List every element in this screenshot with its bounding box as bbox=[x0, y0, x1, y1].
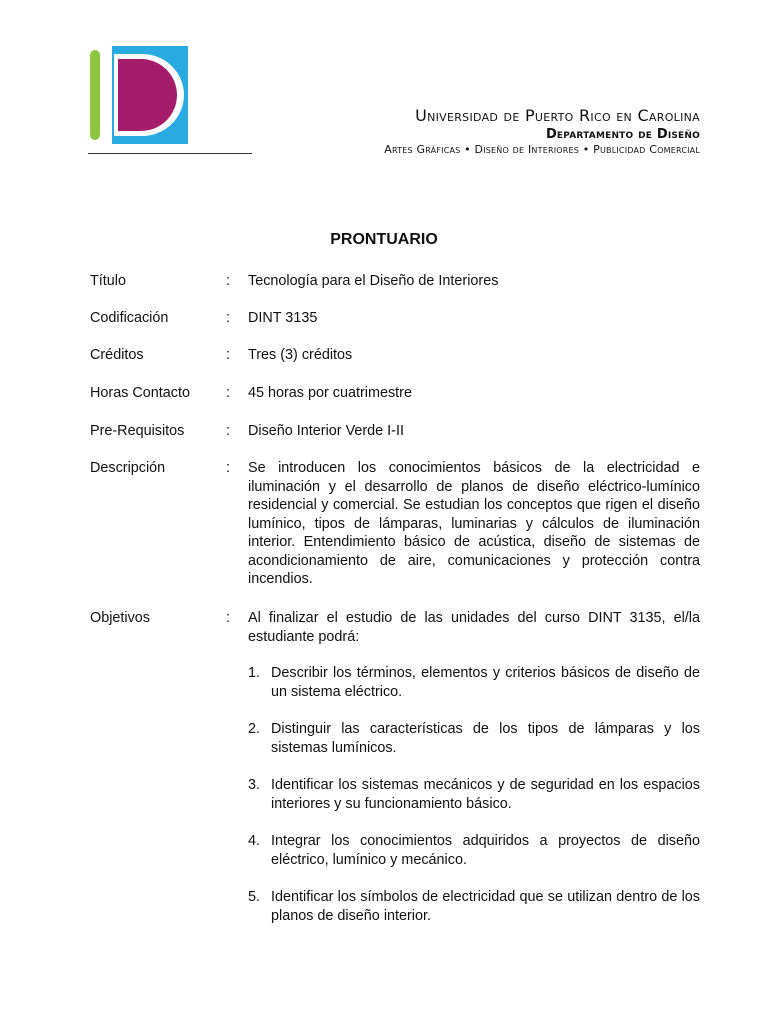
department-name: Departamento de Diseño bbox=[545, 127, 700, 142]
field-colon: : bbox=[226, 347, 230, 363]
field-label: Descripción bbox=[90, 460, 166, 476]
list-item-number: 4. bbox=[248, 833, 261, 849]
list-item bbox=[248, 776, 700, 813]
list-item-text: Distinguir las características de los tipos de lámparas y los sistemas lumínicos. bbox=[271, 721, 700, 756]
field-value: 45 horas por cuatrimestre bbox=[248, 385, 412, 401]
field-colon: : bbox=[226, 273, 230, 289]
list-item bbox=[248, 888, 700, 925]
field-label: Horas Contacto bbox=[90, 385, 190, 401]
field-value: Tres (3) créditos bbox=[248, 347, 353, 363]
field-value: Diseño Interior Verde I-II bbox=[248, 423, 404, 439]
list-item-text: Describir los términos, elementos y criterios básicos de diseño de un sistema eléctrico. bbox=[271, 665, 700, 700]
field-colon: : bbox=[226, 460, 230, 476]
list-item-text: Integrar los conocimientos adquiridos a proyectos de diseño eléctrico, lumínico y mecánico. bbox=[271, 833, 700, 868]
field-horas-contacto bbox=[90, 384, 700, 403]
field-value: Se introducen los conocimientos básicos de la electricidad e iluminación y el desarrollo de planos de diseño eléctrico-lumínico residencial y comercial. Se estudian los conceptos que rigen el diseño lumínico, tipos de lámparas, luminarias y cálculos de iluminación interior. Entendimiento básico de acústica, diseño de sistemas de acondicionamiento de aire, comunicaciones y protección contra incendios. bbox=[248, 460, 700, 587]
field-value: DINT 3135 bbox=[248, 310, 318, 326]
field-value: Tecnología para el Diseño de Interiores bbox=[248, 273, 499, 289]
field-label: Pre-Requisitos bbox=[90, 423, 185, 439]
list-item bbox=[248, 720, 700, 757]
list-item-number: 1. bbox=[248, 665, 261, 681]
field-descripcion bbox=[90, 459, 700, 589]
list-item-number: 3. bbox=[248, 777, 261, 793]
list-item-text: Identificar los sistemas mecánicos y de seguridad en los espacios interiores y su funcionamiento básico. bbox=[271, 777, 700, 812]
field-label: Objetivos bbox=[90, 610, 150, 626]
list-item-number: 2. bbox=[248, 721, 261, 737]
university-name: Universidad de Puerto Rico en Carolina bbox=[415, 106, 700, 125]
objectives-list bbox=[248, 664, 700, 944]
document-title: PRONTUARIO bbox=[330, 231, 438, 248]
field-value: Al finalizar el estudio de las unidades del curso DINT 3135, el/la estudiante podrá: bbox=[248, 610, 700, 645]
field-pre-requisitos bbox=[90, 422, 700, 441]
field-colon: : bbox=[226, 610, 230, 626]
field-colon: : bbox=[226, 385, 230, 401]
field-label: Créditos bbox=[90, 347, 144, 363]
field-label: Codificación bbox=[90, 310, 169, 326]
field-colon: : bbox=[226, 423, 230, 439]
list-item bbox=[248, 664, 700, 701]
list-item-number: 5. bbox=[248, 889, 261, 905]
field-objetivos bbox=[90, 609, 700, 646]
list-item bbox=[248, 832, 700, 869]
logo-green-bar bbox=[90, 50, 100, 140]
header-divider bbox=[88, 153, 252, 154]
department-logo bbox=[90, 46, 188, 144]
program-list: Artes Gráficas • Diseño de Interiores • Publicidad Comercial bbox=[384, 143, 700, 156]
field-colon: : bbox=[226, 310, 230, 326]
field-titulo bbox=[90, 272, 700, 291]
list-item-text: Identificar los símbolos de electricidad que se utilizan dentro de los planos de diseño interior. bbox=[271, 889, 700, 924]
field-codificacion bbox=[90, 309, 700, 328]
field-creditos bbox=[90, 346, 700, 365]
field-label: Título bbox=[90, 273, 126, 289]
